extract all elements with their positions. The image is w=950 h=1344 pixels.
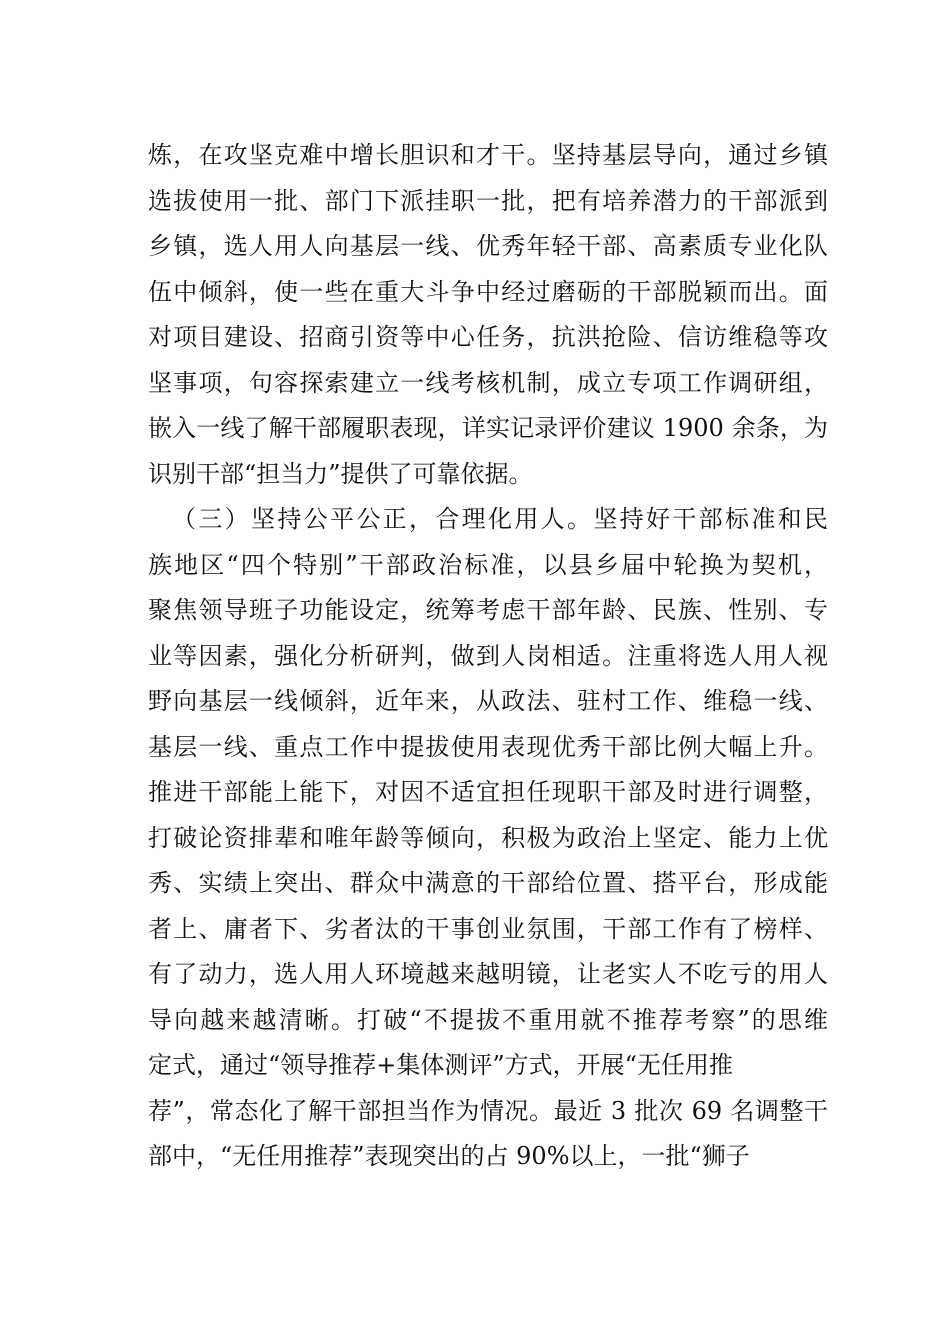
text-line: 荐”，常态化了解干部担当作为情况。最近 3 批次 69 名调整干 xyxy=(148,1096,828,1125)
text-line: 伍中倾斜，使一些在重大斗争中经过磨砺的干部脱颖而出。面 xyxy=(148,277,828,306)
text-line: 炼，在攻坚克难中增长胆识和才干。坚持基层导向，通过乡镇 xyxy=(148,141,828,169)
text-line: 部中，“无任用推荐”表现突出的占 90%以上，一批“狮子 xyxy=(148,1142,750,1170)
text-line: 识别干部“担当力”提供了可靠依据。 xyxy=(148,459,533,488)
section-heading-line: （三）坚持公平公正，合理化用人。坚持好干部标准和民 xyxy=(172,505,828,533)
text-line: 业等因素，强化分析研判，做到人岗相适。注重将选人用人视 xyxy=(148,641,828,670)
text-line: 者上、庸者下、劣者汰的干事创业氛围，干部工作有了榜样、 xyxy=(148,914,828,943)
text-line: 坚事项，句容探索建立一线考核机制，成立专项工作调研组， xyxy=(148,368,828,397)
text-line: 乡镇，选人用人向基层一线、优秀年轻干部、高素质专业化队 xyxy=(148,232,828,260)
text-line: 有了动力，选人用人环境越来越明镜，让老实人不吃亏的用人 xyxy=(148,960,828,988)
text-line: 定式，通过“领导推荐+集体测评”方式，开展“无任用推 xyxy=(148,1051,733,1079)
text-line: 族地区“四个特别”干部政治标准，以县乡届中轮换为契机， xyxy=(148,550,828,579)
text-line: 导向越来越清晰。打破“不提拔不重用就不推荐考察”的思维 xyxy=(148,1005,828,1034)
text-line: 打破论资排辈和唯年龄等倾向，积极为政治上坚定、能力上优 xyxy=(148,823,828,852)
text-line: 推进干部能上能下，对因不适宜担任现职干部及时进行调整， xyxy=(148,778,828,806)
body-text xyxy=(148,133,828,1180)
text-line: 聚焦领导班子功能设定，统筹考虑干部年龄、民族、性别、专 xyxy=(148,596,828,624)
text-line: 基层一线、重点工作中提拔使用表现优秀干部比例大幅上升。 xyxy=(148,732,828,761)
text-line: 野向基层一线倾斜，近年来，从政法、驻村工作、维稳一线、 xyxy=(148,687,828,715)
text-line: 选拔使用一批、部门下派挂职一批，把有培养潜力的干部派到 xyxy=(148,186,828,215)
text-line: 对项目建设、招商引资等中心任务，抗洪抢险、信访维稳等攻 xyxy=(148,323,828,351)
text-line: 秀、实绩上突出、群众中满意的干部给位置、搭平台，形成能 xyxy=(148,869,828,897)
text-line: 嵌入一线了解干部履职表现，详实记录评价建议 1900 余条，为 xyxy=(148,414,828,442)
